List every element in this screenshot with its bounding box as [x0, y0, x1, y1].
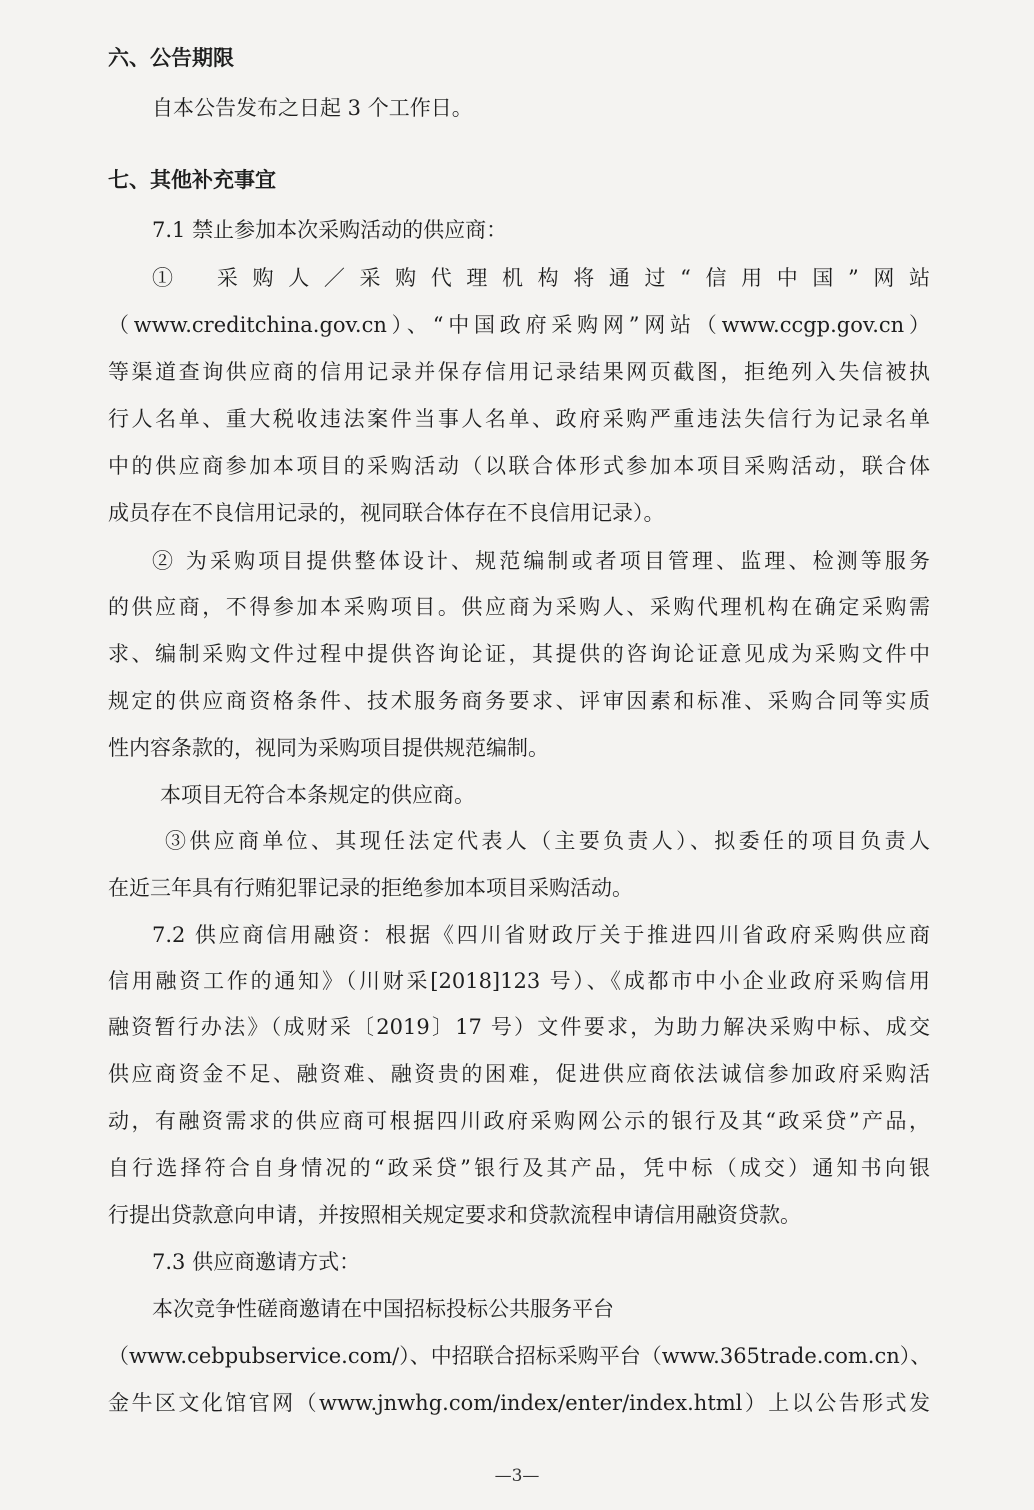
- paragraph-note: 本项目无符合本条规定的供应商。: [160, 783, 475, 807]
- paragraph-line: 自行选择符合自身情况的“政采贷”银行及其产品，凭中标（成交）通知书向银: [108, 1156, 930, 1180]
- paragraph-line: 的供应商，不得参加本采购项目。供应商为采购人、采购代理机构在确定采购需: [108, 595, 930, 619]
- section-7-1-title: 7.1 禁止参加本次采购活动的供应商：: [152, 218, 508, 242]
- section-6-heading: 六、公告期限: [108, 46, 234, 70]
- paragraph-line: 性内容条款的，视同为采购项目提供规范编制。: [108, 736, 549, 760]
- paragraph-line: 动，有融资需求的供应商可根据四川政府采购网公示的银行及其“政采贷”产品，: [108, 1109, 930, 1133]
- paragraph-line: （www.creditchina.gov.cn）、“中国政府采购网”网站（www.ccgp.gov.cn）: [108, 313, 930, 337]
- page-number: —3—: [494, 1466, 540, 1486]
- paragraph-line: 信用融资工作的通知》（川财采[2018]123 号）、《成都市中小企业政府采购信用: [108, 969, 930, 993]
- section-6-text: 自本公告发布之日起 3 个工作日。: [152, 96, 473, 120]
- section-7-3-title: 7.3 供应商邀请方式：: [152, 1250, 361, 1274]
- paragraph-line: 融资暂行办法》（成财采〔2019〕17 号）文件要求，为助力解决采购中标、成交: [108, 1015, 930, 1039]
- paragraph-line: 规定的供应商资格条件、技术服务商务要求、评审因素和标准、采购合同等实质: [108, 689, 930, 713]
- paragraph-line: 本次竞争性磋商邀请在中国招标投标公共服务平台: [152, 1297, 614, 1321]
- paragraph-line: ② 为采购项目提供整体设计、规范编制或者项目管理、监理、检测等服务: [152, 549, 930, 573]
- section-7-heading: 七、其他补充事宜: [108, 168, 276, 192]
- paragraph-line: （www.cebpubservice.com/）、中招联合招标采购平台（www.365trade.com.cn）、: [108, 1344, 932, 1368]
- paragraph-line: 7.2 供应商信用融资：根据《四川省财政厅关于推进四川省政府采购供应商: [152, 923, 930, 947]
- paragraph-line: 等渠道查询供应商的信用记录并保存信用记录结果网页截图，拒绝列入失信被执: [108, 360, 930, 384]
- paragraph-line: 求、编制采购文件过程中提供咨询论证，其提供的咨询论证意见成为采购文件中: [108, 642, 930, 666]
- paragraph-line: ① 采购人／采购代理机构将通过“信用中国”网站: [152, 266, 930, 290]
- paragraph-line: 供应商资金不足、融资难、融资贵的困难，促进供应商依法诚信参加政府采购活: [108, 1062, 930, 1086]
- paragraph-line: 行人名单、重大税收违法案件当事人名单、政府采购严重违法失信行为记录名单: [108, 407, 930, 431]
- paragraph-line: 行提出贷款意向申请，并按照相关规定要求和贷款流程申请信用融资贷款。: [108, 1203, 801, 1227]
- paragraph-line: 在近三年具有行贿犯罪记录的拒绝参加本项目采购活动。: [108, 876, 633, 900]
- paragraph-line: 成员存在不良信用记录的，视同联合体存在不良信用记录）。: [108, 501, 665, 525]
- paragraph-line: 中的供应商参加本项目的采购活动（以联合体形式参加本项目采购活动，联合体: [108, 454, 930, 478]
- paragraph-line: 金牛区文化馆官网（www.jnwhg.com/index/enter/index.html）上以公告形式发: [108, 1391, 930, 1415]
- paragraph-line: ③供应商单位、其现任法定代表人（主要负责人）、拟委任的项目负责人: [165, 829, 930, 853]
